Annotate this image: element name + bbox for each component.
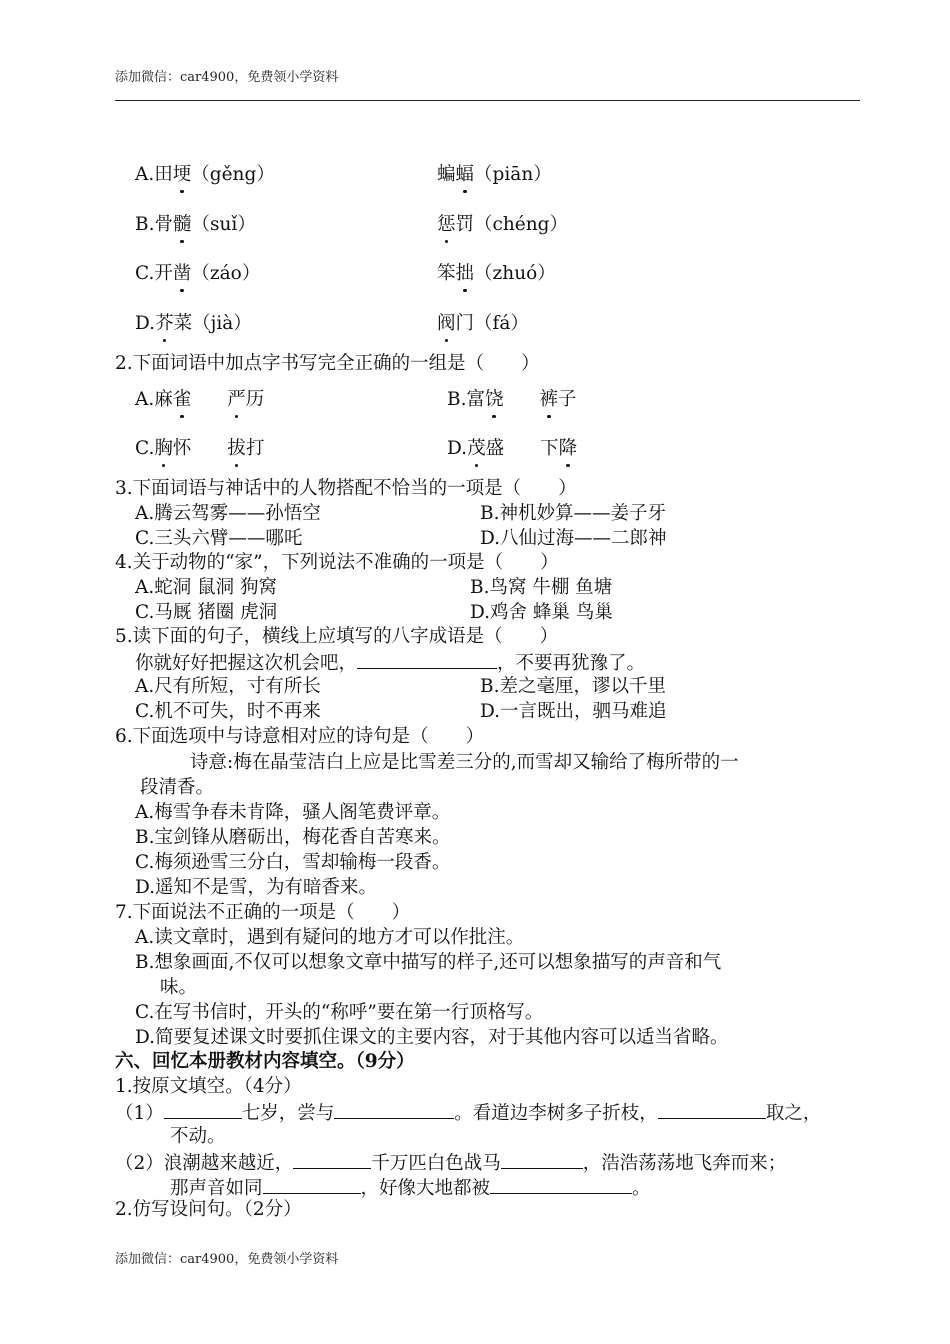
q6-stem: 6.下面选项中与诗意相对应的诗句是（ ） (115, 726, 485, 747)
q5-option-a: A.尺有所短，寸有所长 (135, 676, 321, 697)
fill-blank[interactable] (501, 1150, 583, 1169)
section6-line2: （2）浪潮越来越近， 千万匹白色战马 ，浩浩荡荡地飞奔而来； (115, 1150, 786, 1176)
q7-option-b-line2: 味。 (160, 977, 198, 998)
q5-stem: 5.读下面的句子，横线上应填写的八字成语是（ ） (115, 626, 559, 647)
q7-stem: 7.下面说法不正确的一项是（ ） (115, 902, 411, 923)
q4-option-b: B.鸟窝 牛棚 鱼塘 (470, 577, 613, 598)
q5-blank[interactable] (357, 650, 497, 669)
q2-stem: 2.下面词语中加点字书写完全正确的一组是（ ） (115, 353, 540, 374)
q2-option-d: D.茂盛 下降 (447, 438, 578, 459)
page-footer: 添加微信：car4900，免费领小学资料 (115, 1252, 339, 1267)
q1-option-b-left: B.骨髓（suǐ） (135, 214, 256, 235)
section6-q2-stem: 2.仿写设问句。（2分） (115, 1199, 302, 1220)
q6-option-c: C.梅须逊雪三分白，雪却输梅一段香。 (135, 852, 451, 873)
q5-sentence: 你就好好把握这次机会吧， ，不要再犹豫了。 (135, 650, 645, 676)
fill-blank[interactable] (164, 1100, 242, 1119)
section6-q1-stem: 1.按原文填空。（4分） (115, 1076, 302, 1097)
q7-option-b-line1: B.想象画面,不仅可以想象文章中描写的样子,还可以想象描写的声音和气 (135, 952, 722, 973)
q5-option-d: D.一言既出，驷马难追 (480, 701, 667, 722)
q4-option-d: D.鸡舍 蜂巢 鸟巢 (470, 602, 613, 623)
q6-meaning-line2: 段清香。 (140, 777, 215, 798)
section6-line3: 那声音如同 ，好像大地都被 。 (170, 1175, 651, 1201)
q1-option-c-left: C.开凿（záo） (135, 263, 261, 284)
q1-option-a-right: 蝙蝠（piān） (437, 164, 552, 185)
q3-option-b: B.神机妙算——姜子牙 (480, 503, 666, 524)
q2-option-a: A.麻雀 严历 (135, 389, 265, 410)
q3-option-a: A.腾云驾雾——孙悟空 (135, 503, 321, 524)
fill-blank[interactable] (490, 1175, 632, 1194)
fill-blank[interactable] (334, 1100, 454, 1119)
q7-option-c: C.在写书信时，开头的“称呼”要在第一行顶格写。 (135, 1002, 544, 1023)
fill-blank[interactable] (658, 1100, 766, 1119)
header-rule (115, 100, 860, 101)
q1-option-d-left: D.芥菜（jià） (135, 313, 252, 334)
section6-line1-cont: 不动。 (170, 1126, 226, 1147)
q6-option-a: A.梅雪争春未肯降，骚人阁笔费评章。 (135, 802, 451, 823)
q6-meaning-line1: 诗意:梅在晶莹洁白上应是比雪差三分的,而雪却又输给了梅所带的一 (190, 752, 739, 773)
q1-option-d-right: 阀门（fá） (437, 313, 529, 334)
q2-option-b: B.富饶 裤子 (447, 389, 577, 410)
section6-line1: （1） 七岁，尝与 。看道边李树多子折枝， 取之， (115, 1100, 821, 1126)
q1-option-c-right: 笨拙（zhuó） (437, 263, 556, 284)
q5-option-b: B.差之毫厘，谬以千里 (480, 676, 666, 697)
fill-blank[interactable] (293, 1150, 371, 1169)
q3-option-d: D.八仙过海——二郎神 (480, 528, 667, 549)
q1-option-b-right: 惩罚（chéng） (437, 214, 569, 235)
q4-option-a: A.蛇洞 鼠洞 狗窝 (135, 577, 278, 598)
q7-option-a: A.读文章时，遇到有疑问的地方才可以作批注。 (135, 927, 525, 948)
q5-option-c: C.机不可失，时不再来 (135, 701, 321, 722)
page-header: 添加微信：car4900，免费领小学资料 (115, 70, 339, 85)
q6-option-b: B.宝剑锋从磨砺出，梅花香自苦寒来。 (135, 827, 451, 848)
section6-title: 六、回忆本册教材内容填空。（9分） (115, 1051, 415, 1072)
q6-option-d: D.遥知不是雪，为有暗香来。 (135, 877, 378, 898)
fill-blank[interactable] (263, 1175, 361, 1194)
q3-stem: 3.下面词语与神话中的人物搭配不恰当的一项是（ ） (115, 478, 577, 499)
q3-option-c: C.三头六臂——哪吒 (135, 528, 303, 549)
q2-option-c: C.胸怀 拔打 (135, 438, 265, 459)
q7-option-d: D.简要复述课文时要抓住课文的主要内容，对于其他内容可以适当省略。 (135, 1027, 729, 1048)
q1-option-a-left: A.田埂（gěng） (135, 164, 275, 185)
q4-option-c: C.马厩 猪圈 虎洞 (135, 602, 278, 623)
q4-stem: 4.关于动物的“家”，下列说法不准确的一项是（ ） (115, 552, 559, 573)
